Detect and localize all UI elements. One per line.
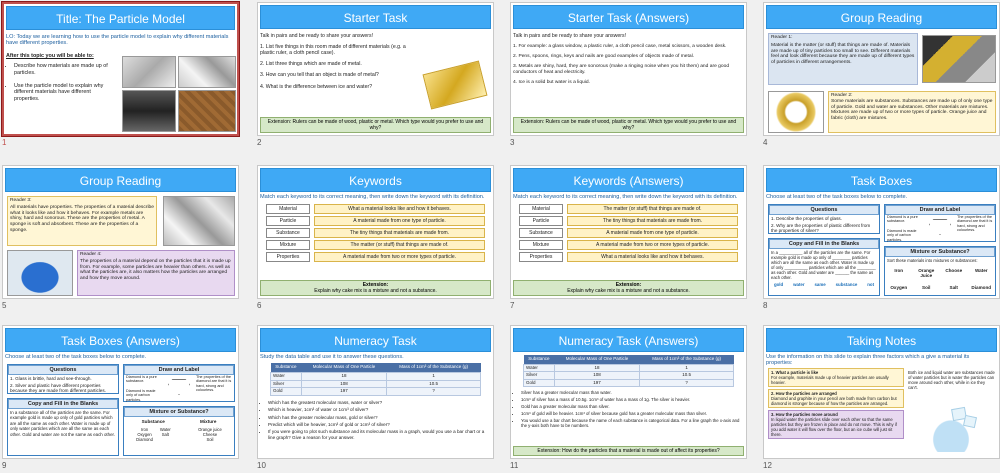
questions-box <box>768 204 880 234</box>
keyword: Properties <box>519 252 563 262</box>
keyword: Particle <box>519 216 563 226</box>
slide-thumbnail-7[interactable] <box>510 165 747 313</box>
box-header: Questions <box>769 205 879 215</box>
slide-thumbnail-1[interactable] <box>2 2 239 150</box>
foil-image <box>178 56 236 88</box>
question-item: • If you were going to plot such substance and its molecular mass in a graph, would you use a bar chart or a line graph? Give a reason for your answer. <box>268 429 491 440</box>
intro-text: Match each keyword to its correct meaning, then write down the keyword with its definition. <box>513 194 738 200</box>
question-item: • Which has the greater molecular mass, gold or silver? <box>268 415 491 420</box>
intro-text: Match each keyword to its correct meaning, then write down the keyword with its definition. <box>260 194 485 200</box>
factor-title: 1. What a particle is like <box>771 370 819 375</box>
word-bank-item: same <box>814 282 826 287</box>
question-item: 1. Describe the properties of glass. <box>771 216 842 221</box>
table-cell: 197 <box>301 388 386 396</box>
answer-item: • You would use a bar chart because the name of each substance is categorical data. For a line graph the x-axis and the y-axis both have to be numbers. <box>521 418 744 428</box>
keyword[interactable]: Mixture <box>266 240 310 250</box>
answer-item: • Silver has a greater molecular mass than water. <box>521 390 744 395</box>
box-header: Mixture or Substance? <box>885 247 995 257</box>
fill-blanks-box <box>7 398 119 456</box>
table-header: Molecular Mass of One Particle <box>554 355 639 364</box>
slide-number: 12 <box>763 461 772 470</box>
slide-thumbnail-6[interactable] <box>257 165 494 313</box>
fill-text: In a __________ all of the particles are the same. For example gold is made up only of ________ particles which are all the same as each other. Water is made up of only __________ particles which are all the ________ as each other. Gold and water are ______ the same as each other. <box>771 250 876 280</box>
gold-ring-image <box>768 91 824 133</box>
table-cell: Water <box>271 373 302 381</box>
extension-label: Extension: <box>362 282 389 288</box>
slide-2[interactable] <box>257 2 494 136</box>
definition[interactable]: A material made from one type of particle. <box>314 216 485 226</box>
intro-text: Study the data table and use it to answer these questions. <box>260 354 404 360</box>
question-item: 3. How can you tell that an object is made of metal? <box>260 72 379 79</box>
factor-title: 3. How the particles move around <box>771 412 838 417</box>
questions-box <box>7 364 119 394</box>
bullet-item: • Describe how materials are made up of particles. <box>14 63 110 76</box>
diagram-label: Diamond is a pure substance. <box>126 375 157 384</box>
slide-title: Group Reading <box>766 5 997 29</box>
column-header: Substance <box>141 419 165 424</box>
gold-leaf-image <box>423 61 488 110</box>
ice-cube-icon <box>963 415 977 428</box>
intro-text: Choose at least two of the task boxes below to complete. <box>5 354 147 360</box>
substance-item: Diamond <box>136 436 153 442</box>
answer-item: • Gold has a greater molecular mass than silver. <box>521 404 744 409</box>
answer-item: 1. Glass is brittle, hard and see-through. <box>10 376 92 381</box>
question-item: 1. List five things in this room made of different materials (e.g. a plastic ruler, a cloth pencil case). <box>260 43 406 57</box>
table-cell: 197 <box>554 379 639 387</box>
slide-number: 5 <box>2 301 7 310</box>
table-cell: ? <box>640 379 734 387</box>
mixture-substance-box <box>884 246 996 296</box>
box-header: Draw and Label <box>124 365 234 375</box>
slide-11[interactable] <box>510 325 747 459</box>
table-row <box>524 372 734 380</box>
keyword[interactable]: Material <box>266 204 310 214</box>
slide-title: Task Boxes <box>766 168 997 192</box>
slide-number: 11 <box>510 461 519 470</box>
table-cell: 1 <box>387 373 481 381</box>
slide-title: Task Boxes (Answers) <box>5 328 236 352</box>
reader-label: Reader 2: <box>831 93 853 98</box>
definition[interactable]: A material made from two or more types of particle. <box>314 252 485 262</box>
table-cell: Gold <box>271 388 302 396</box>
factor-text: In liquid water the particles slide over each other so that the same particles but they are frozen in place and do not move. This is why if you add water it will flow over the floor, but an ice cube will just sit there. <box>771 417 897 437</box>
answer-item: • 1cm³ of silver has a mass of 10.5g. 1cm³ of water has a mass of 1g. The silver is heavier. <box>521 397 744 402</box>
diagram-label: The properties of the diamond are that it is hard, strong and colourless. <box>957 215 993 233</box>
extension-text: Explain why cake mix is a mixture and not a substance. <box>567 288 690 294</box>
table-header: Mass of 1cm³ of the Substance (g) <box>640 355 734 364</box>
definition: The matter (or stuff) that things are made of. <box>567 204 738 214</box>
table-row <box>524 379 734 387</box>
table-row <box>271 388 481 396</box>
intro-text: Use the information on this slide to explain three factors which a give a material its properties: <box>766 354 970 367</box>
reader-text: Material is the matter (or stuff) that things are made of. Materials are made up of tiny particles too small to see. Different materials feel and look different because they are made up of different types of particles in different arrangements. <box>771 42 915 66</box>
definition: A material made from two or more types of particle. <box>567 240 738 250</box>
box-header: Questions <box>8 365 118 375</box>
intro-text: Talk in pairs and be ready to share your answers! <box>260 33 374 39</box>
reader-label: Reader 1: <box>771 35 793 40</box>
box-header: Draw and Label <box>885 205 995 215</box>
keyword: Mixture <box>519 240 563 250</box>
slide-title: Taking Notes <box>766 328 997 352</box>
fill-blanks-box <box>768 238 880 296</box>
mixture-item: Orange juice <box>198 426 222 432</box>
keyword: Material <box>519 204 563 214</box>
definition[interactable]: The matter (or stuff) that things are made of. <box>314 240 485 250</box>
table-cell: Silver <box>271 380 302 388</box>
slide-number: 6 <box>257 301 262 310</box>
marble-image <box>122 56 176 88</box>
keyword[interactable]: Particle <box>266 216 310 226</box>
materials-image <box>922 35 996 83</box>
slide-number: 2 <box>257 138 262 147</box>
mixture-substance-box <box>123 406 235 456</box>
box-header: Copy and Fill in the Blanks <box>8 399 118 409</box>
keyword: Substance <box>519 228 563 238</box>
slide-title: Keywords <box>260 168 491 192</box>
sponge-image <box>7 250 73 296</box>
extension-box: Extension: How do the particles that a material is made out of affect its properties? <box>513 446 744 456</box>
intro-text: Talk in pairs and be ready to share your answers! <box>513 33 627 39</box>
slide-title: Numeracy Task <box>260 328 491 352</box>
answer-item: 2. Pens, spoons, rings, keys and nails are good examples of objects made of metal. <box>513 53 695 59</box>
substance-item: Salt <box>161 431 169 437</box>
table-cell: 18 <box>554 364 639 372</box>
diamond-icon <box>168 379 190 395</box>
slide-8[interactable] <box>763 165 1000 299</box>
slide-number: 3 <box>510 138 515 147</box>
slide-12[interactable] <box>763 325 1000 459</box>
slide-title: Title: The Particle Model <box>6 6 235 30</box>
slide-9[interactable] <box>2 325 239 459</box>
keyword[interactable]: Substance <box>266 228 310 238</box>
slide-number: 1 <box>2 138 7 147</box>
side-text: Both ice and liquid water are substances made of water particles but in water the particles can move around each other, while in ice they can't. <box>908 370 995 390</box>
extension-text: Explain why cake mix is a mixture and not a substance. <box>314 288 437 294</box>
answer-item: 1. For example: a glass window, a plastic ruler, a cloth pencil case, metal scissors, a wooden desk. <box>513 43 727 49</box>
box-header: Copy and Fill in the Blanks <box>769 239 879 249</box>
fill-text: In a substance all of the particles are the same. For example gold is made up only of gold particles which are all the same as each other. Water is made up of only water particles which are all the same as each other. Gold and water are not the same as each other. <box>10 410 115 437</box>
reader-label: Reader 3: <box>10 198 32 203</box>
room-image <box>122 90 176 132</box>
word-bank-item: gold <box>773 282 784 287</box>
foil-image <box>163 196 235 246</box>
word-bank-item: not <box>867 282 875 287</box>
slide-number: 10 <box>257 461 266 470</box>
word-bank-item: substance <box>835 282 858 287</box>
slide-thumbnail-3[interactable] <box>510 2 747 150</box>
question-item: 2. List three things which are made of metal. <box>260 60 362 67</box>
draw-label-box <box>123 364 235 402</box>
table-cell: 10.5 <box>387 380 481 388</box>
material-item: Water <box>974 267 988 273</box>
definition: A material made from one type of particle. <box>567 228 738 238</box>
definition: What a material looks like and how it behaves. <box>567 252 738 262</box>
question-item: • Which has the greatest molecular mass, water or silver? <box>268 400 491 405</box>
table-header: Substance <box>524 355 555 364</box>
material-item: Choose <box>945 267 963 273</box>
diagram-label: Diamond is made only of carbon particles. <box>887 229 917 242</box>
table-header: Mass of 1cm³ of the Substance (g) <box>387 363 481 372</box>
slide-1[interactable] <box>2 2 239 136</box>
slide-7[interactable] <box>510 165 747 299</box>
table-row <box>271 380 481 388</box>
slide-title: Starter Task (Answers) <box>513 5 744 29</box>
question-item: 2. Why are the properties of plastic different from the properties of silver? <box>771 222 871 234</box>
ice-water-image <box>916 402 986 452</box>
question-item: • Which is heavier, 1cm³ of water or 1cm³ of silver? <box>268 407 491 412</box>
material-item: Orange Juice <box>918 267 935 279</box>
slide-10[interactable] <box>257 325 494 459</box>
word-bank-item: water <box>793 282 805 287</box>
slide-title: Keywords (Answers) <box>513 168 744 192</box>
material-item: Oxygen <box>890 284 908 290</box>
table-header: Molecular Mass of One Particle <box>301 363 386 372</box>
table-cell: Gold <box>524 379 555 387</box>
table-cell: Water <box>524 364 555 372</box>
reader-label: Reader 4: <box>80 252 102 257</box>
diamond-icon <box>929 219 951 235</box>
slide-3[interactable] <box>510 2 747 136</box>
slide-thumbnail-5[interactable] <box>2 165 239 313</box>
substance-item: Iron <box>140 426 149 432</box>
slide-thumbnail-10[interactable] <box>257 325 494 473</box>
box-header: Mixture or Substance? <box>124 407 234 417</box>
slide-thumbnail-4[interactable] <box>763 2 1000 150</box>
mix-intro: Sort these materials into mixtures or substances: <box>887 258 978 263</box>
data-table <box>523 355 734 387</box>
table-cell: ? <box>387 388 481 396</box>
answer-item: 4. Ice is a solid but water is a liquid. <box>513 79 590 85</box>
slide-thumbnail-9[interactable] <box>2 325 239 473</box>
mixture-item: Cheese <box>202 431 218 437</box>
slide-title: Numeracy Task (Answers) <box>513 328 744 352</box>
table-cell: 1 <box>640 364 734 372</box>
slide-number: 7 <box>510 301 515 310</box>
substance-item: Water <box>159 426 171 432</box>
reader-text: Some materials are substances. Substances are made up of only one type of particle. Gold and water are substances. Other materials are mixtures. Mixtures are made up of two or more types of particle. Orange juice and fabric (cloth) are mixtures. <box>831 98 993 122</box>
after-topic-heading: After this topic you will be able to: <box>6 52 94 59</box>
diagram-label: The properties of the diamond are that it is hard, strong and colourless. <box>196 375 232 393</box>
reader-text: The properties of a material depend on the particles that it is made up from. For example, some particles are heavier than others. As well as what the particles are, it also matters how the particles are arranged and how they move around. <box>80 258 231 282</box>
definition[interactable]: The tiny things that materials are made from. <box>314 228 485 238</box>
slide-thumbnail-12[interactable] <box>763 325 1000 473</box>
material-item: Soil <box>922 284 931 290</box>
extension-label: Extension: <box>615 282 642 288</box>
intro-text: Choose at least two of the task boxes below to complete. <box>766 194 908 200</box>
table-row <box>271 373 481 381</box>
table-cell: 10.5 <box>640 372 734 380</box>
answer-item: 3. Metals are shiny, hard, they are sonorous (make a ringing noise when you hit them) and are good conductors of heat and electricity. <box>513 63 730 75</box>
data-table <box>270 363 481 395</box>
factor-text: For example, materials made up of heavier particles are usually heavier. <box>771 375 889 385</box>
slide-title: Group Reading <box>5 168 236 192</box>
mixture-item: Soil <box>206 436 214 442</box>
reader-text: All materials have properties. The properties of a material describe what it looks like and how it behaves. For example metals are shiny, hard and sonorous. These are the properties of metal. A sponge is soft and absorbent. These are the properties of a sponge. <box>10 204 154 233</box>
table-cell: 108 <box>554 372 639 380</box>
slide-thumbnail-2[interactable] <box>257 2 494 150</box>
keyword[interactable]: Properties <box>266 252 310 262</box>
slide-number: 9 <box>2 461 7 470</box>
material-item: Salt <box>949 284 958 290</box>
slide-4[interactable] <box>763 2 1000 136</box>
slide-5[interactable] <box>2 165 239 299</box>
table-row <box>524 364 734 372</box>
material-item: Diamond <box>971 284 992 290</box>
question-item: • Predict which will be heavier, 1cm³ of gold or 1cm³ of silver? <box>268 422 491 427</box>
extension-box: Extension: Rulers can be made of wood, plastic or metal. Which type would you prefer to use and why? <box>260 117 491 133</box>
table-cell: 108 <box>301 380 386 388</box>
column-header: Mixture <box>200 419 217 424</box>
extension-box: Extension: Rulers can be made of wood, plastic or metal. Which type would you prefer to use and why? <box>513 117 744 133</box>
definition: The tiny things that materials are made from. <box>567 216 738 226</box>
definition[interactable]: What a material looks like and how it behaves. <box>314 204 485 214</box>
learning-objective: LO: Today we are learning how to use the particle model to explain why different materials have different properties. <box>6 34 229 47</box>
material-item: Iron <box>894 267 904 273</box>
factor-title: 2. How the particles are arranged <box>771 391 837 396</box>
slide-number: 8 <box>763 301 768 310</box>
bullet-item: • Use the particle model to explain why different materials have different properties. <box>14 83 110 103</box>
answer-item: • 1cm³ of gold will be heavier. 1cm³ of silver because gold has a greater molecular mass than silver. <box>521 411 744 416</box>
slide-number: 4 <box>763 138 768 147</box>
slide-thumbnail-11[interactable] <box>510 325 747 473</box>
diagram-label: Diamond is made only of carbon particles. <box>126 389 156 402</box>
draw-label-box <box>884 204 996 242</box>
table-header: Substance <box>271 363 302 372</box>
wood-floor-image <box>178 90 236 132</box>
question-item: 4. What is the difference between ice and water? <box>260 83 373 90</box>
answer-item: 2. Silver and plastic have different properties because they are made from different particles. <box>10 382 106 394</box>
table-cell: 18 <box>301 373 386 381</box>
slide-thumbnail-8[interactable] <box>763 165 1000 313</box>
slide-6[interactable] <box>257 165 494 299</box>
table-cell: Silver <box>524 372 555 380</box>
substance-item: Oxygen <box>137 431 152 437</box>
factor-text: Diamond and graphite in your pencil are both made from carbon but diamond is stronger because of how the particles are arranged. <box>771 396 897 406</box>
diagram-label: Diamond is a pure substance. <box>887 215 918 224</box>
slide-title: Starter Task <box>260 5 491 29</box>
